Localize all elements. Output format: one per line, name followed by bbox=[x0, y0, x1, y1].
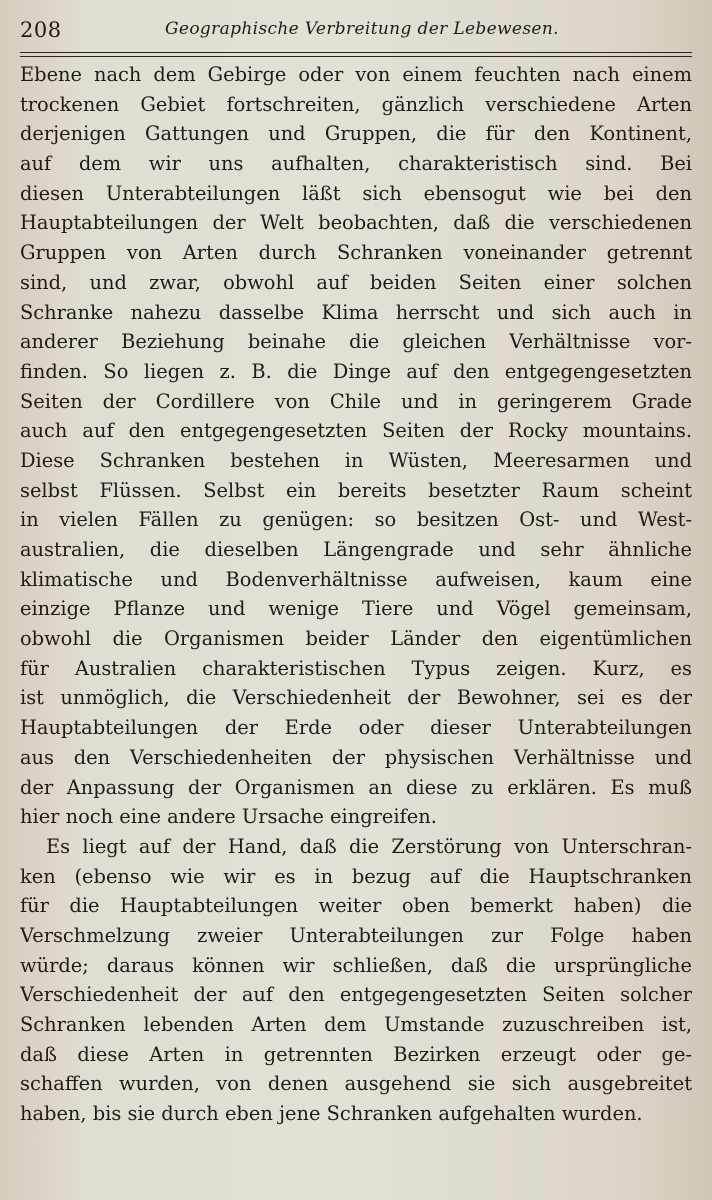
running-title: Geographische Verbreitung der Lebewesen. bbox=[165, 19, 559, 39]
text-line: ist unmöglich, die Verschiedenheit der Bewohner, sei es der bbox=[20, 686, 692, 710]
text-line: aus den Verschiedenheiten der physischen Verhältnisse und bbox=[20, 745, 692, 769]
text-line: würde; daraus können wir schließen, daß die ursprüngliche bbox=[20, 953, 692, 977]
text-line: ken (ebenso wie wir es in bezug auf die Hauptschranken bbox=[20, 864, 692, 888]
text-line: Diese Schranken bestehen in Wüsten, Meeresarmen und bbox=[20, 448, 692, 472]
text-line: Hauptabteilungen der Erde oder dieser Unterabteilungen bbox=[20, 716, 692, 740]
text-line: für Australien charakteristischen Typus zeigen. Kurz, es bbox=[20, 656, 692, 680]
text-line: Verschiedenheit der auf den entgegengesetzten Seiten solcher bbox=[20, 983, 692, 1007]
text-line: der Anpassung der Organismen an diese zu erklären. Es muß bbox=[20, 775, 692, 799]
text-line: schaffen wurden, von denen ausgehend sie sich ausgebreitet bbox=[20, 1072, 692, 1096]
text-line: für die Hauptabteilungen weiter oben bemerkt haben) die bbox=[20, 894, 692, 918]
text-line: finden. So liegen z. B. die Dinge auf den entgegengesetzten bbox=[20, 359, 692, 383]
text-line: Hauptabteilungen der Welt beobachten, daß die verschiedenen bbox=[20, 211, 692, 235]
text-line: klimatische und Bodenverhältnisse aufweisen, kaum eine bbox=[20, 567, 692, 591]
text-line: haben, bis sie durch eben jene Schranken aufgehalten wurden. bbox=[20, 1102, 643, 1126]
text-line: Ebene nach dem Gebirge oder von einem feuchten nach einem bbox=[20, 63, 692, 86]
text-line: derjenigen Gattungen und Gruppen, die für den Kontinent, bbox=[20, 122, 692, 146]
text-line: obwohl die Organismen beider Länder den eigentümlichen bbox=[20, 627, 692, 651]
text-line: auf dem wir uns aufhalten, charakteristisch sind. Bei bbox=[20, 152, 692, 176]
page-header bbox=[20, 18, 692, 48]
text-line: Verschmelzung zweier Unterabteilungen zur Folge haben bbox=[20, 923, 692, 947]
header-rule bbox=[20, 52, 692, 53]
text-line: Es liegt auf der Hand, daß die Zerstörung von Unterschran- bbox=[46, 834, 692, 858]
body-text bbox=[20, 60, 692, 1129]
text-line: auch auf den entgegengesetzten Seiten der Rocky mountains. bbox=[20, 419, 692, 443]
text-line: Schranke nahezu dasselbe Klima herrscht und sich auch in bbox=[20, 300, 692, 324]
text-line: australien, die dieselben Längengrade und sehr ähnliche bbox=[20, 538, 692, 561]
text-line: in vielen Fällen zu genügen: so besitzen Ost- und West- bbox=[20, 508, 692, 532]
page-number: 208 bbox=[20, 18, 62, 42]
header-rule-thin bbox=[20, 56, 692, 57]
text-line: hier noch eine andere Ursache eingreifen. bbox=[20, 805, 437, 829]
text-line: sind, und zwar, obwohl auf beiden Seiten einer solchen bbox=[20, 270, 692, 294]
text-line: trockenen Gebiet fortschreiten, gänzlich verschiedene Arten bbox=[20, 92, 692, 116]
text-line: Gruppen von Arten durch Schranken voneinander getrennt bbox=[20, 241, 692, 265]
text-line: Schranken lebenden Arten dem Umstande zuzuschreiben ist, bbox=[20, 1013, 692, 1036]
text-line: selbst Flüssen. Selbst ein bereits besetzter Raum scheint bbox=[20, 478, 692, 502]
text-line: anderer Beziehung beinahe die gleichen Verhältnisse vor- bbox=[20, 330, 692, 354]
text-line: diesen Unterabteilungen läßt sich ebensogut wie bei den bbox=[20, 181, 692, 205]
text-line: Seiten der Cordillere von Chile und in geringerem Grade bbox=[20, 389, 692, 413]
text-line: einzige Pflanze und wenige Tiere und Vögel gemeinsam, bbox=[20, 597, 692, 621]
text-line: daß diese Arten in getrennten Bezirken erzeugt oder ge- bbox=[20, 1042, 692, 1066]
